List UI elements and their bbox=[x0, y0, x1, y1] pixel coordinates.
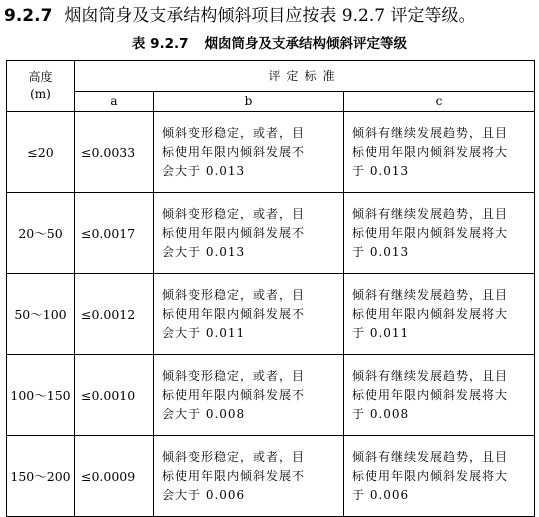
header-rating-criteria: 评定标准 bbox=[75, 61, 535, 92]
grade-c-cell bbox=[344, 436, 535, 517]
grade-c-line: 标使用年限内倾斜发展将大 bbox=[352, 144, 509, 159]
grade-c-line: 于 0.008 bbox=[352, 406, 410, 421]
table-number: 表 9.2.7 bbox=[131, 36, 189, 52]
header-height-unit: (m) bbox=[30, 87, 51, 101]
grade-b-line: 倾斜变形稳定，或者，目 bbox=[162, 449, 306, 464]
clause-number: 9.2.7 bbox=[4, 6, 53, 26]
header-grade-row bbox=[7, 92, 535, 112]
table-row bbox=[7, 274, 535, 355]
grade-b-cell bbox=[154, 355, 344, 436]
grade-b-line: 会大于 0.006 bbox=[162, 487, 246, 502]
grade-c-cell bbox=[344, 274, 535, 355]
header-row bbox=[7, 61, 535, 92]
header-height-label: 高度 bbox=[28, 70, 53, 84]
grade-b-line: 标使用年限内倾斜发展不 bbox=[162, 468, 306, 483]
grade-b-cell bbox=[154, 274, 344, 355]
grade-a-cell: ≤0.0009 bbox=[75, 436, 154, 517]
grade-c-line: 于 0.013 bbox=[352, 244, 410, 259]
grade-c-line: 倾斜有继续发展趋势，且目 bbox=[352, 368, 509, 383]
grade-c-line: 倾斜有继续发展趋势，且目 bbox=[352, 287, 509, 302]
clause-text: 烟囱筒身及支承结构倾斜项目应按表 9.2.7 评定等级。 bbox=[64, 6, 476, 26]
grade-c-cell bbox=[344, 112, 535, 193]
grade-b-line: 会大于 0.013 bbox=[162, 244, 246, 259]
grade-b-line: 标使用年限内倾斜发展不 bbox=[162, 225, 306, 240]
grade-b-line: 会大于 0.013 bbox=[162, 163, 246, 178]
table-row bbox=[7, 193, 535, 274]
grade-c-line: 倾斜有继续发展趋势，且目 bbox=[352, 125, 509, 140]
grade-b-line: 会大于 0.011 bbox=[162, 325, 246, 340]
grade-b-line: 倾斜变形稳定，或者，目 bbox=[162, 287, 306, 302]
header-grade-a: a bbox=[75, 92, 154, 112]
grade-c-line: 倾斜有继续发展趋势，且目 bbox=[352, 449, 509, 464]
grade-c-line: 于 0.006 bbox=[352, 487, 410, 502]
grade-b-line: 标使用年限内倾斜发展不 bbox=[162, 306, 306, 321]
table-row bbox=[7, 436, 535, 517]
clause-heading bbox=[4, 2, 536, 30]
table-caption bbox=[0, 33, 539, 55]
grade-b-cell bbox=[154, 436, 344, 517]
height-range-cell: 100～150 bbox=[7, 355, 75, 436]
grade-b-line: 标使用年限内倾斜发展不 bbox=[162, 144, 306, 159]
table-body bbox=[7, 112, 535, 517]
grade-c-line: 标使用年限内倾斜发展将大 bbox=[352, 306, 509, 321]
grade-b-cell bbox=[154, 193, 344, 274]
grade-c-line: 标使用年限内倾斜发展将大 bbox=[352, 387, 509, 402]
header-height bbox=[7, 61, 75, 112]
height-range-cell: 150～200 bbox=[7, 436, 75, 517]
height-range-cell: ≤20 bbox=[7, 112, 75, 193]
grade-b-line: 标使用年限内倾斜发展不 bbox=[162, 387, 306, 402]
table-row bbox=[7, 355, 535, 436]
header-grade-c: c bbox=[344, 92, 535, 112]
header-grade-b: b bbox=[154, 92, 344, 112]
grade-c-cell bbox=[344, 355, 535, 436]
table-row bbox=[7, 112, 535, 193]
grade-c-line: 于 0.011 bbox=[352, 325, 410, 340]
grade-a-cell: ≤0.0017 bbox=[75, 193, 154, 274]
grade-a-cell: ≤0.0010 bbox=[75, 355, 154, 436]
grade-c-line: 标使用年限内倾斜发展将大 bbox=[352, 468, 509, 483]
height-range-cell: 20～50 bbox=[7, 193, 75, 274]
grade-b-line: 会大于 0.008 bbox=[162, 406, 246, 421]
grade-a-cell: ≤0.0033 bbox=[75, 112, 154, 193]
rating-table bbox=[6, 60, 535, 517]
grade-b-line: 倾斜变形稳定，或者，目 bbox=[162, 206, 306, 221]
grade-c-line: 于 0.013 bbox=[352, 163, 410, 178]
table-title: 烟囱筒身及支承结构倾斜评定等级 bbox=[204, 36, 408, 52]
grade-a-cell: ≤0.0012 bbox=[75, 274, 154, 355]
grade-b-cell bbox=[154, 112, 344, 193]
height-range-cell: 50～100 bbox=[7, 274, 75, 355]
grade-c-line: 标使用年限内倾斜发展将大 bbox=[352, 225, 509, 240]
grade-c-cell bbox=[344, 193, 535, 274]
grade-b-line: 倾斜变形稳定，或者，目 bbox=[162, 368, 306, 383]
grade-c-line: 倾斜有继续发展趋势，且目 bbox=[352, 206, 509, 221]
grade-b-line: 倾斜变形稳定，或者，目 bbox=[162, 125, 306, 140]
